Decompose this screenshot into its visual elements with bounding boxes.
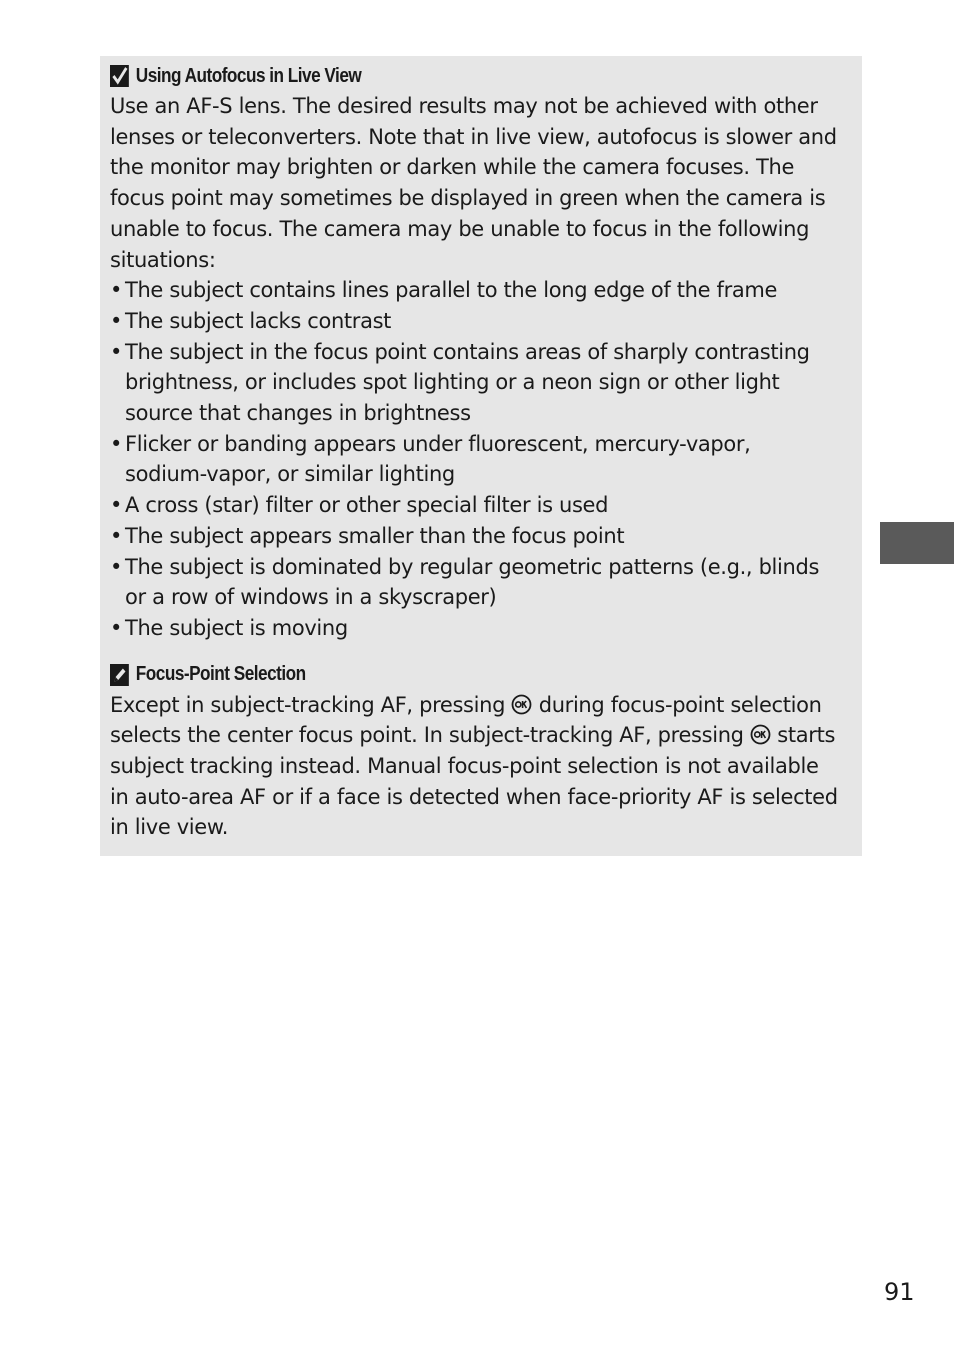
list-item-line: sodium-vapor, or similar lighting bbox=[125, 462, 455, 487]
list-item-line: The subject appears smaller than the focus point bbox=[125, 523, 625, 548]
note-line bbox=[110, 690, 852, 721]
bullet-icon: • bbox=[110, 523, 123, 548]
note-text: starts bbox=[770, 723, 836, 748]
bullet-icon: • bbox=[110, 554, 123, 579]
bullet-icon: • bbox=[110, 308, 123, 333]
list-item bbox=[110, 306, 852, 337]
caution-line: focus point may sometimes be displayed in green when the camera is bbox=[110, 186, 826, 211]
bullet-icon: • bbox=[110, 431, 123, 456]
bullet-icon: • bbox=[110, 339, 123, 364]
list-item-line: or a row of windows in a skyscraper) bbox=[125, 585, 497, 610]
ok-button-icon bbox=[511, 694, 532, 715]
chapter-tab bbox=[880, 522, 954, 564]
list-item bbox=[110, 552, 852, 613]
caution-line: situations: bbox=[110, 247, 216, 272]
list-item bbox=[110, 337, 852, 429]
focus-point-section bbox=[110, 660, 852, 844]
list-item-line: The subject contains lines parallel to the long edge of the frame bbox=[125, 278, 778, 303]
note-heading bbox=[110, 660, 748, 690]
caution-check-icon bbox=[110, 65, 129, 87]
page-number: 91 bbox=[884, 1278, 915, 1306]
bullet-icon: • bbox=[110, 278, 123, 303]
list-item-line: The subject is moving bbox=[125, 615, 348, 640]
list-item-line: A cross (star) filter or other special filter is used bbox=[125, 493, 609, 518]
note-title: Focus-Point Selection bbox=[135, 663, 306, 686]
caution-body bbox=[110, 91, 852, 275]
list-item bbox=[110, 490, 852, 521]
list-item bbox=[110, 275, 852, 306]
note-line: subject tracking instead. Manual focus-point selection is not available bbox=[110, 754, 819, 779]
bullet-icon: • bbox=[110, 493, 123, 518]
list-item bbox=[110, 613, 852, 644]
note-line: in auto-area AF or if a face is detected when face-priority AF is selected bbox=[110, 784, 838, 809]
list-item-line: brightness, or includes spot lighting or a neon sign or other light bbox=[125, 370, 780, 395]
note-line bbox=[110, 720, 852, 751]
caution-line: lenses or teleconverters. Note that in live view, autofocus is slower and bbox=[110, 124, 837, 149]
note-text: selects the center focus point. In subject-tracking AF, pressing bbox=[110, 723, 750, 748]
situations-list bbox=[110, 275, 852, 643]
caution-line: unable to focus. The camera may be unable to focus in the following bbox=[110, 216, 810, 241]
pencil-note-icon bbox=[110, 664, 129, 686]
caution-title: Using Autofocus in Live View bbox=[135, 64, 362, 87]
list-item-line: source that changes in brightness bbox=[125, 401, 471, 426]
list-item-line: The subject in the focus point contains areas of sharply contrasting bbox=[125, 339, 810, 364]
note-text: Except in subject-tracking AF, pressing bbox=[110, 692, 512, 717]
list-item-line: Flicker or banding appears under fluorescent, mercury-vapor, bbox=[125, 431, 751, 456]
note-text: during focus-point selection bbox=[532, 692, 822, 717]
note-line: in live view. bbox=[110, 815, 229, 840]
caution-line: Use an AF-S lens. The desired results may not be achieved with other bbox=[110, 94, 818, 118]
list-item-line: The subject lacks contrast bbox=[125, 308, 392, 333]
list-item-line: The subject is dominated by regular geometric patterns (e.g., blinds bbox=[125, 554, 820, 579]
ok-button-icon bbox=[750, 724, 771, 745]
list-item bbox=[110, 521, 852, 552]
caution-heading bbox=[110, 61, 748, 91]
caution-line: the monitor may brighten or darken while the camera focuses. The bbox=[110, 155, 795, 180]
list-item bbox=[110, 429, 852, 490]
notes-box bbox=[100, 56, 862, 856]
bullet-icon: • bbox=[110, 615, 123, 640]
